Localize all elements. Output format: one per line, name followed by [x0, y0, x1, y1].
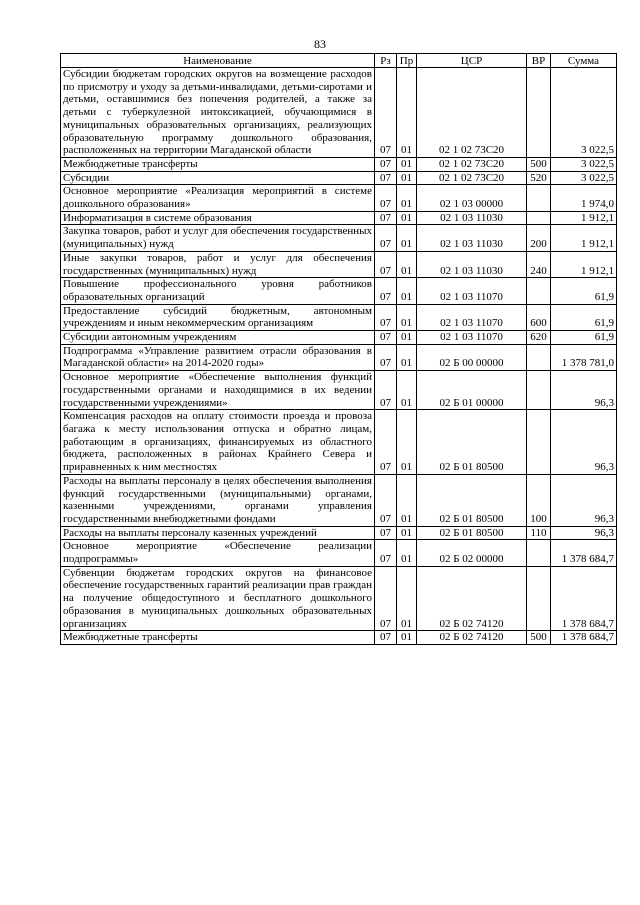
row-pr: 01: [397, 68, 417, 158]
row-rz: 07: [375, 68, 397, 158]
row-sum: 1 974,0: [551, 185, 617, 211]
table-row: [61, 371, 617, 410]
row-sum: 1 912,1: [551, 211, 617, 225]
row-pr: 01: [397, 344, 417, 370]
row-pr: 01: [397, 331, 417, 345]
row-sum: 3 022,5: [551, 157, 617, 171]
row-name: Основное мероприятие «Обеспечение выполнения функций государственными органами и находящимися в их ведении государственными учреждениями»: [61, 371, 375, 410]
row-vr: 100: [527, 474, 551, 526]
row-rz: 07: [375, 331, 397, 345]
row-csr: 02 Б 01 80500: [417, 474, 527, 526]
row-pr: 01: [397, 304, 417, 330]
row-sum: 1 378 684,7: [551, 631, 617, 645]
row-sum: 96,3: [551, 410, 617, 475]
row-rz: 07: [375, 171, 397, 185]
header-name: Наименование: [61, 54, 375, 68]
header-sum: Сумма: [551, 54, 617, 68]
table-row: [61, 540, 617, 566]
row-sum: 1 912,1: [551, 251, 617, 277]
row-sum: 1 378 684,7: [551, 540, 617, 566]
row-name: Закупка товаров, работ и услуг для обеспечения государственных (муниципальных) нужд: [61, 225, 375, 251]
row-vr: [527, 540, 551, 566]
row-pr: 01: [397, 171, 417, 185]
table-row: [61, 474, 617, 526]
row-name: Информатизация в системе образования: [61, 211, 375, 225]
row-name: Компенсация расходов на оплату стоимости проезда и провоза багажа к месту использования отпуска и обратно лицам, работающим в организациях, финансируемых из областного бюджета, расположенных в районах Крайнего Севера и приравненных к ним местностях: [61, 410, 375, 475]
row-sum: 96,3: [551, 371, 617, 410]
row-vr: 200: [527, 225, 551, 251]
row-sum: 61,9: [551, 331, 617, 345]
table-row: [61, 410, 617, 475]
table-row: [61, 566, 617, 631]
row-pr: 01: [397, 185, 417, 211]
row-csr: 02 1 03 11070: [417, 304, 527, 330]
row-vr: 500: [527, 157, 551, 171]
row-sum: 1 378 781,0: [551, 344, 617, 370]
row-sum: 61,9: [551, 278, 617, 304]
row-rz: 07: [375, 157, 397, 171]
header-csr: ЦСР: [417, 54, 527, 68]
table-row: [61, 171, 617, 185]
row-name: Основное мероприятие «Реализация мероприятий в системе дошкольного образования»: [61, 185, 375, 211]
row-name: Субсидии: [61, 171, 375, 185]
header-pr: Пр: [397, 54, 417, 68]
row-name: Иные закупки товаров, работ и услуг для обеспечения государственных (муниципальных) нужд: [61, 251, 375, 277]
page-number: 83: [314, 37, 326, 51]
table-row: [61, 331, 617, 345]
row-name: Субсидии автономным учреждениям: [61, 331, 375, 345]
row-pr: 01: [397, 211, 417, 225]
row-name: Субсидии бюджетам городских округов на возмещение расходов по присмотру и уходу за детьми-инвалидами, детьми-сиротами и детьми, оставшимися без попечения родителей, а также за детьми с туберкулезной интоксикацией, обучающимися в муниципальных образовательных организациях, реализующих образовательную программу дошкольного образования, расположенных на территории Магаданской области: [61, 68, 375, 158]
row-rz: 07: [375, 410, 397, 475]
table-row: [61, 251, 617, 277]
row-vr: [527, 68, 551, 158]
row-name: Повышение профессионального уровня работников образовательных организаций: [61, 278, 375, 304]
table-row: [61, 157, 617, 171]
row-vr: [527, 410, 551, 475]
row-pr: 01: [397, 251, 417, 277]
row-rz: 07: [375, 278, 397, 304]
row-csr: 02 1 03 11030: [417, 225, 527, 251]
header-rz: Рз: [375, 54, 397, 68]
table-header-row: [61, 54, 617, 68]
row-rz: 07: [375, 225, 397, 251]
row-rz: 07: [375, 211, 397, 225]
row-pr: 01: [397, 157, 417, 171]
row-name: Межбюджетные трансферты: [61, 157, 375, 171]
row-pr: 01: [397, 410, 417, 475]
row-sum: 3 022,5: [551, 171, 617, 185]
row-vr: [527, 566, 551, 631]
row-vr: [527, 278, 551, 304]
row-sum: 1 378 684,7: [551, 566, 617, 631]
row-vr: 500: [527, 631, 551, 645]
table-row: [61, 68, 617, 158]
row-name: Подпрограмма «Управление развитием отрасли образования в Магаданской области» на 2014-2020 годы»: [61, 344, 375, 370]
row-rz: 07: [375, 304, 397, 330]
row-csr: 02 Б 00 00000: [417, 344, 527, 370]
table-row: [61, 278, 617, 304]
row-name: Основное мероприятие «Обеспечение реализации подпрограммы»: [61, 540, 375, 566]
row-rz: 07: [375, 566, 397, 631]
row-csr: 02 Б 01 80500: [417, 410, 527, 475]
row-vr: 520: [527, 171, 551, 185]
row-csr: 02 1 02 73С20: [417, 171, 527, 185]
row-rz: 07: [375, 474, 397, 526]
row-rz: 07: [375, 371, 397, 410]
row-csr: 02 Б 01 80500: [417, 526, 527, 540]
row-pr: 01: [397, 566, 417, 631]
row-sum: 96,3: [551, 474, 617, 526]
table-row: [61, 526, 617, 540]
row-csr: 02 1 03 00000: [417, 185, 527, 211]
row-name: Расходы на выплаты персоналу казенных учреждений: [61, 526, 375, 540]
row-name: Субвенции бюджетам городских округов на финансовое обеспечение государственных гарантий реализации прав граждан на получение общедоступного и бесплатного дошкольного образования в муниципальных дошкольных образовательных организациях: [61, 566, 375, 631]
row-vr: 620: [527, 331, 551, 345]
row-pr: 01: [397, 278, 417, 304]
row-csr: 02 Б 02 74120: [417, 566, 527, 631]
row-sum: 61,9: [551, 304, 617, 330]
row-name: Расходы на выплаты персоналу в целях обеспечения выполнения функций государственными (муниципальными) органами, казенными учреждениями, органами управления государственными внебюджетными фондами: [61, 474, 375, 526]
row-pr: 01: [397, 474, 417, 526]
table-row: [61, 631, 617, 645]
table-row: [61, 304, 617, 330]
table-row: [61, 211, 617, 225]
row-vr: [527, 371, 551, 410]
row-csr: 02 1 03 11070: [417, 331, 527, 345]
row-csr: 02 1 03 11070: [417, 278, 527, 304]
table-row: [61, 225, 617, 251]
row-csr: 02 1 02 73С20: [417, 157, 527, 171]
table-row: [61, 185, 617, 211]
row-csr: 02 1 02 73С20: [417, 68, 527, 158]
header-vr: ВР: [527, 54, 551, 68]
row-csr: 02 Б 01 00000: [417, 371, 527, 410]
row-pr: 01: [397, 540, 417, 566]
row-vr: 110: [527, 526, 551, 540]
row-rz: 07: [375, 344, 397, 370]
row-csr: 02 1 03 11030: [417, 251, 527, 277]
row-vr: [527, 185, 551, 211]
row-vr: 240: [527, 251, 551, 277]
row-csr: 02 1 03 11030: [417, 211, 527, 225]
row-rz: 07: [375, 526, 397, 540]
budget-table: [60, 53, 617, 645]
row-pr: 01: [397, 526, 417, 540]
row-sum: 3 022,5: [551, 68, 617, 158]
row-rz: 07: [375, 631, 397, 645]
row-sum: 1 912,1: [551, 225, 617, 251]
table-row: [61, 344, 617, 370]
row-vr: [527, 344, 551, 370]
row-vr: 600: [527, 304, 551, 330]
row-pr: 01: [397, 631, 417, 645]
row-pr: 01: [397, 371, 417, 410]
row-sum: 96,3: [551, 526, 617, 540]
row-vr: [527, 211, 551, 225]
row-name: Межбюджетные трансферты: [61, 631, 375, 645]
row-csr: 02 Б 02 00000: [417, 540, 527, 566]
row-rz: 07: [375, 251, 397, 277]
row-pr: 01: [397, 225, 417, 251]
row-rz: 07: [375, 540, 397, 566]
row-rz: 07: [375, 185, 397, 211]
row-csr: 02 Б 02 74120: [417, 631, 527, 645]
row-name: Предоставление субсидий бюджетным, автономным учреждениям и иным некоммерческим организациям: [61, 304, 375, 330]
